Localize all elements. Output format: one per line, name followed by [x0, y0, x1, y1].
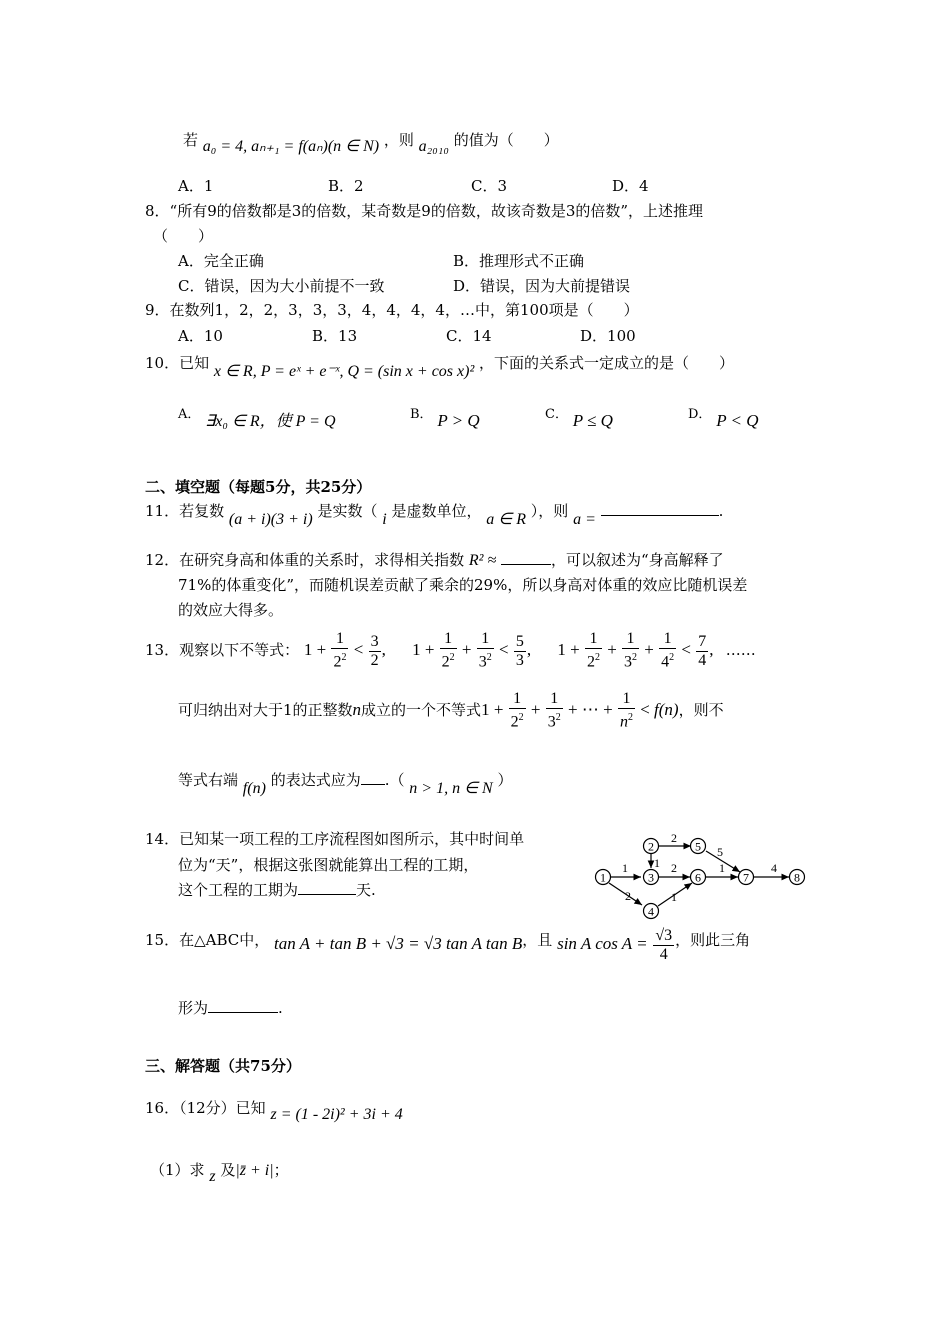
- q15-line1: [145, 920, 751, 963]
- q16-part1-suffix: ；: [273, 1161, 289, 1179]
- flow-edge-weight: 2: [671, 832, 677, 845]
- q13-line3: [178, 770, 513, 797]
- q7-prefix: 若: [183, 131, 199, 149]
- q8-option-a: A．完全正确: [178, 252, 264, 270]
- q8-stem-line2: （ ）: [153, 227, 214, 245]
- flow-edge-weight: 1: [622, 861, 628, 875]
- q13-line3-fn: f(n): [242, 780, 266, 797]
- q16-z: z: [209, 1168, 216, 1185]
- q13-line3-prefix: 等式右端: [178, 771, 239, 789]
- q14-line3-prefix: 这个工程的工期为: [178, 881, 299, 899]
- flow-edge-weight: 2: [625, 889, 631, 903]
- q12-line3: 的效应大得多。: [178, 601, 284, 619]
- flow-node-label: 1: [600, 870, 606, 885]
- q13-prefix: 13．观察以下不等式：: [145, 641, 300, 659]
- q13-general-ineq: 1 + $\frac{1}{2^2}$ + $\frac{1}{3^2}$ + ⋯ + $\frac{1}{n^2}$ <: [481, 690, 655, 731]
- q14-line3: [178, 880, 376, 900]
- q13-line3-suffix: .（: [384, 771, 405, 789]
- project-flow-diagram: [588, 832, 818, 924]
- q15-line2-suffix: .: [278, 999, 283, 1017]
- q16-part1: [150, 1160, 289, 1185]
- q11-cond: a ∈ R: [486, 511, 526, 528]
- q10-option-b-text: P > Q: [437, 411, 480, 430]
- q13-n: n: [352, 700, 362, 719]
- q10-suffix: ，下面的关系式一定成立的是（ ）: [479, 354, 735, 372]
- q9-option-c: C．14: [446, 327, 492, 345]
- q8-stem-line1: 8．“所有9的倍数都是3的倍数，某奇数是9的倍数，故该奇数是3的倍数”，上述推理: [145, 202, 704, 220]
- q11-end: .: [718, 502, 724, 520]
- q10-option-b-label: B．: [410, 407, 433, 422]
- q9-option-b: B．13: [312, 327, 358, 345]
- q7-mid: ，则: [383, 131, 414, 149]
- q14-line2: 位为“天”，根据这张图就能算出工程的工期，: [178, 856, 479, 874]
- q8-option-d: D．错误，因为大前提错误: [453, 277, 631, 295]
- q14-line1: 14．已知某一项工程的工序流程图如图所示，其中时间单: [145, 830, 525, 848]
- q11-stem: [145, 501, 724, 528]
- q14-line3-suffix: 天.: [356, 881, 376, 899]
- section2-title: 二、填空题（每题5分，共25分）: [145, 478, 372, 496]
- flow-node-label: 5: [695, 839, 701, 854]
- q10-option-b: [410, 403, 480, 430]
- flow-edge-weight: 2: [671, 861, 677, 875]
- q10-option-a-text: ∃x₀ ∈ R，使 P = Q: [205, 413, 336, 430]
- q15-prefix: 15．在△ABC中，: [145, 931, 270, 949]
- q12-line2: 71%的体重变化”，而随机误差贡献了乘余的29%，所以身高对体重的效应比随机误差: [178, 576, 748, 594]
- flow-node-label: 3: [648, 870, 654, 885]
- q13-line2: [178, 690, 724, 732]
- q12-line1-suffix: ，可以叙述为“身高解释了: [551, 551, 724, 569]
- flow-edge-weight: 1: [671, 890, 677, 904]
- q16-part1-prefix: （1）求: [150, 1161, 205, 1179]
- q13-line2-mid: 成立的一个不等式: [361, 701, 482, 719]
- q10-option-c-label: C．: [545, 407, 568, 422]
- q12-line1-prefix: 12．在研究身高和体重的关系时，求得相关指数: [145, 551, 465, 569]
- q13-line1: [145, 630, 756, 672]
- q10-option-a-label: A．: [178, 407, 201, 422]
- q9-stem: 9．在数列1，2，2，3，3，3，4，4，4，4，…中，第100项是（ ）: [145, 301, 639, 319]
- q7-stem: [183, 130, 559, 155]
- flow-node-label: 7: [743, 870, 749, 885]
- q10-option-d-label: D．: [688, 407, 712, 422]
- q13-ineq-3: 1 + $\frac{1}{2^2}$ + $\frac{1}{3^2}$ + $\frac{1}{4^2}$ < $\frac{7}{4}$ ,: [557, 630, 718, 671]
- q10-option-c: [545, 403, 613, 430]
- q15-line2: [178, 998, 283, 1018]
- q13-answer-blank[interactable]: [361, 784, 385, 785]
- q16-prefix: 16．（12分）已知: [145, 1099, 266, 1117]
- section3-title: 三、解答题（共75分）: [145, 1057, 301, 1075]
- q15-suffix: ，则此三角: [675, 931, 751, 949]
- q11-i: i: [382, 511, 387, 528]
- q14-answer-blank[interactable]: [298, 894, 356, 895]
- flow-edge-weight: 1: [654, 856, 660, 870]
- flow-node-label: 6: [695, 870, 701, 885]
- flow-node-label: 2: [648, 839, 654, 854]
- flow-edge-weight: 4: [771, 861, 777, 875]
- q13-ineq-2: 1 + $\frac{1}{2^2}$ + $\frac{1}{3^2}$ < $\frac{5}{3}$ ,: [412, 630, 536, 671]
- q13-fn: f(n): [654, 700, 679, 719]
- q15-eq2-frac: [653, 927, 674, 964]
- flow-edge-weight: 5: [717, 845, 723, 859]
- q11-answer-blank[interactable]: [601, 515, 719, 516]
- q10-option-c-text: P ≤ Q: [572, 411, 613, 430]
- q11-mid1: 是实数（: [317, 502, 378, 520]
- q16-part1-mid: 及: [220, 1161, 236, 1179]
- q13-ineq-1: 1 + $\frac{1}{2^2}$ < $\frac{3}{2}$ ,: [303, 630, 391, 671]
- q13-close: ）: [497, 771, 513, 789]
- q10-option-d: [688, 403, 759, 430]
- q8-option-c: C．错误，因为大小前提不一致: [178, 277, 385, 295]
- q15-mid: ，且: [522, 931, 553, 949]
- q7-suffix: 的值为（ ）: [453, 131, 559, 149]
- q7-option-a: A．1: [178, 177, 214, 195]
- q7-formula: a₀ = 4, aₙ₊₁ = f(aₙ)(n ∈ N): [202, 138, 380, 155]
- q7-option-b: B．2: [328, 177, 364, 195]
- q13-line2-suffix: ，则不: [678, 701, 724, 719]
- q10-formula: x ∈ R, P = eˣ + e⁻ˣ, Q = (sin x + cos x)²: [213, 363, 475, 380]
- q16-stem: [145, 1098, 403, 1123]
- q7-target: a₂₀₁₀: [418, 138, 449, 155]
- q15-eq2-num: √3: [655, 926, 673, 944]
- q9-option-a: A．10: [178, 327, 223, 345]
- q12-line1: [145, 550, 724, 571]
- flow-node-label: 8: [794, 870, 800, 885]
- q13-cond: n > 1, n ∈ N: [409, 780, 493, 797]
- q15-eq2-den: 4: [659, 945, 668, 963]
- q9-option-d: D．100: [580, 327, 636, 345]
- flow-node-label: 4: [648, 904, 654, 919]
- q13-dots: ……: [725, 641, 756, 659]
- q12-answer-blank[interactable]: [501, 564, 551, 565]
- q11-mid3: ），则: [530, 502, 569, 520]
- q10-option-d-text: P < Q: [716, 411, 759, 430]
- q11-mid2: 是虚数单位，: [391, 502, 482, 520]
- q13-line2-prefix: 可归纳出对大于1的正整数: [178, 701, 353, 719]
- q8-option-b: B．推理形式不正确: [453, 252, 585, 270]
- q7-option-d: D．4: [612, 177, 649, 195]
- q15-eq2-lhs: sin A cos A =: [557, 934, 648, 953]
- q11-prefix: 11．若复数: [145, 502, 225, 520]
- q11-expr: (a + i)(3 + i): [228, 511, 313, 528]
- q16-abs: |z̄ + i|: [235, 1162, 274, 1179]
- q16-formula: z = (1 - 2i)² + 3i + 4: [270, 1106, 403, 1123]
- q11-lhs: a =: [573, 511, 596, 528]
- q10-option-a: [178, 403, 336, 430]
- q7-option-c: C．3: [471, 177, 508, 195]
- flow-edge-weight: 1: [719, 861, 725, 875]
- q15-eq1: tan A + tan B + √3 = √3 tan A tan B: [274, 934, 523, 953]
- q15-line2-prefix: 形为: [178, 999, 209, 1017]
- q13-line3-mid: 的表达式应为: [270, 771, 361, 789]
- q10-stem: [145, 353, 735, 380]
- q10-prefix: 10．已知: [145, 354, 210, 372]
- q15-answer-blank[interactable]: [208, 1012, 278, 1013]
- q12-r2: R² ≈: [468, 552, 497, 569]
